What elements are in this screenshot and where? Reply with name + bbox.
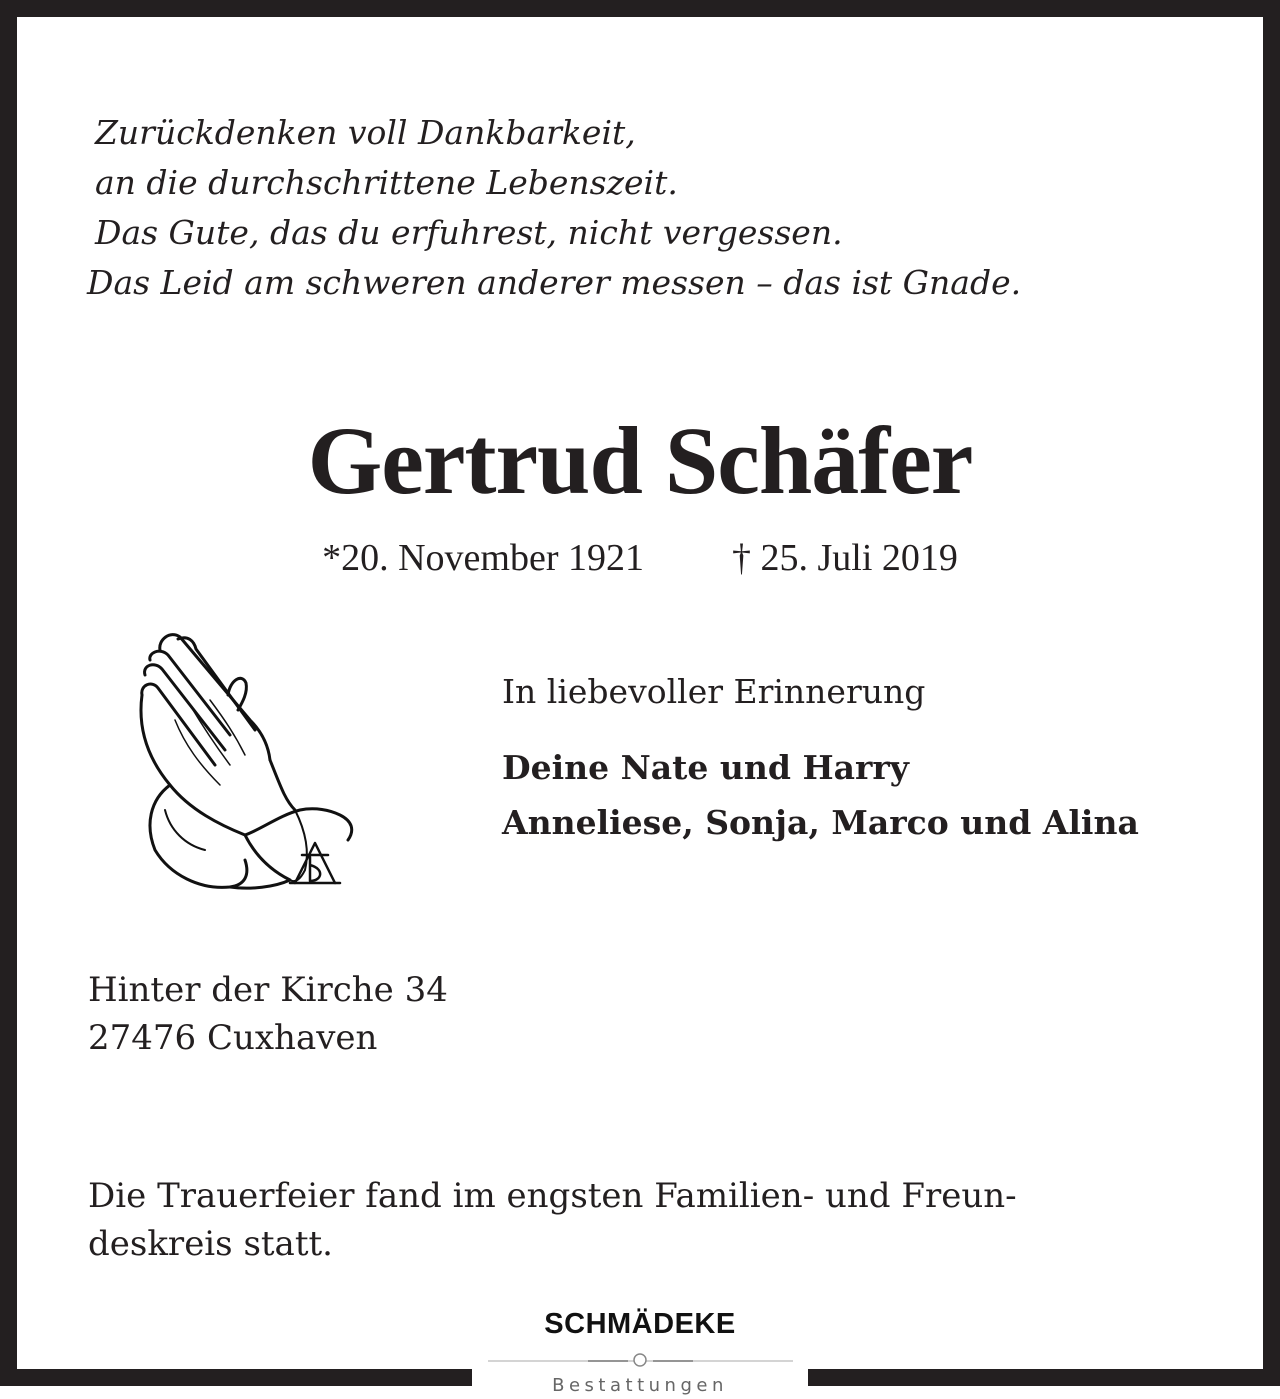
funeral-home-name: SCHMÄDEKE — [544, 1308, 736, 1340]
funeral-home-subtitle: Bestattungen — [552, 1375, 728, 1396]
address — [88, 966, 448, 1062]
deceased-name: Gertrud Schäfer — [307, 407, 973, 514]
death-date: † 25. Juli 2019 — [731, 537, 958, 579]
birth-date: *20. November 1921 — [322, 537, 644, 579]
notice-line: Die Trauerfeier fand im engsten Familien- und Freun- — [88, 1176, 1017, 1216]
notice-line: deskreis statt. — [88, 1224, 333, 1264]
logo-divider-icon — [488, 1353, 793, 1369]
address-city: 27476 Cuxhaven — [88, 1018, 378, 1058]
poem-line: Das Leid am schweren anderer messen – das ist Gnade. — [87, 263, 1022, 302]
memory-intro: In liebevoller Erinnerung — [502, 672, 926, 711]
address-street: Hinter der Kirche 34 — [88, 970, 448, 1010]
praying-hands-icon — [130, 625, 370, 900]
mourner-line: Deine Nate und Harry — [502, 748, 909, 787]
poem-line: Zurückdenken voll Dankbarkeit, — [95, 113, 636, 152]
mourners-list — [502, 740, 1139, 850]
poem — [70, 108, 1021, 308]
poem-line: an die durchschrittene Lebenszeit. — [95, 163, 678, 202]
funeral-notice — [88, 1172, 1198, 1268]
mourner-line: Anneliese, Sonja, Marco und Alina — [502, 803, 1139, 842]
life-dates — [0, 536, 1280, 580]
poem-line: Das Gute, das du erfuhrest, nicht vergessen. — [95, 213, 843, 252]
